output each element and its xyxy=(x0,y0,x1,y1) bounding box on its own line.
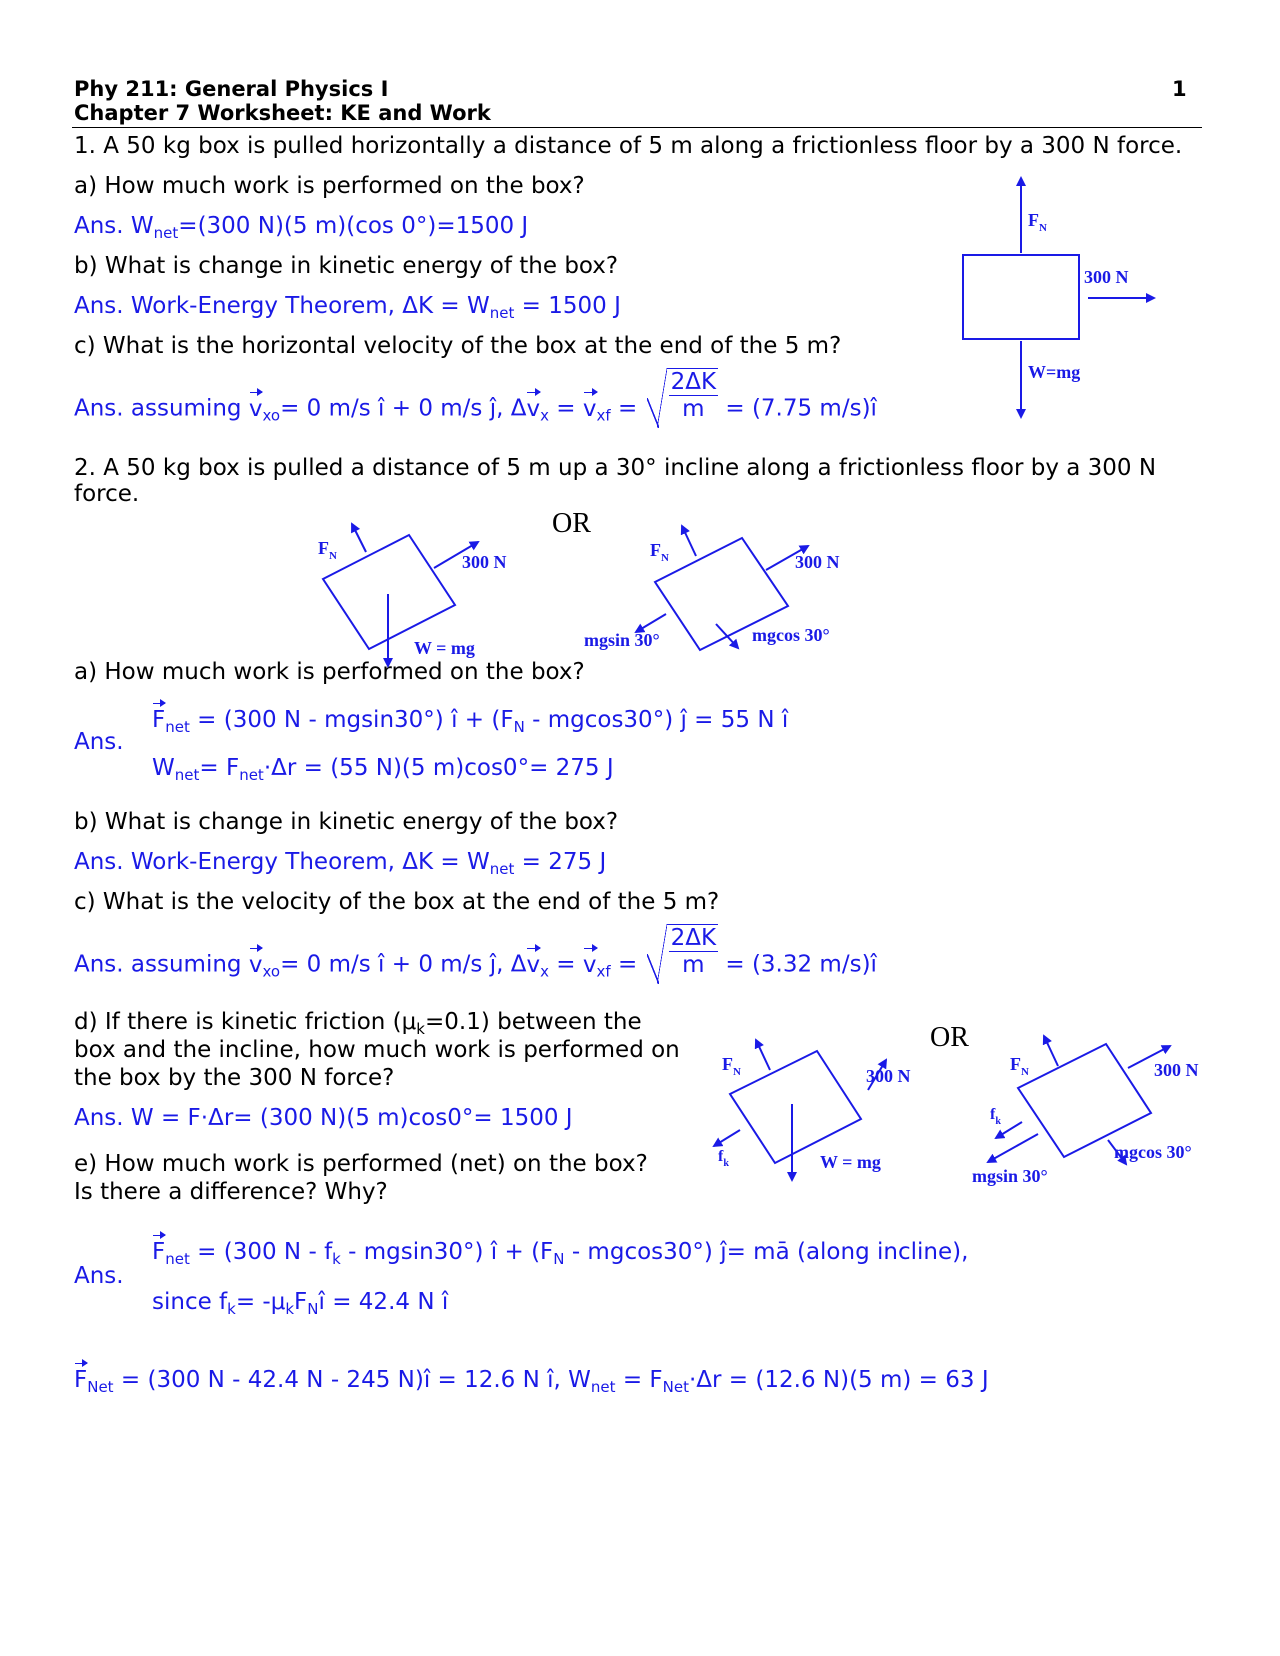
problem1-a-answer: Ans. $W_{net}=(300$ N)(5 m)(cos 0°)=1500 J xyxy=(74,213,529,242)
p2-right-force-arrow xyxy=(766,546,808,570)
problem1-c-answer: Ans. assuming $v_{xo}= 0$ m/s î + 0 m/s ĵ, $\Delta v_x = v_{xf}$ = $\frac{2\Delta K}{m}$ = (7.75 m/s)î xyxy=(74,369,877,425)
problem2-a-wnet-line: $W_{net}= F_{net}\cdot\Delta r = (55$ N)(5 m)cos0°= 275 J xyxy=(152,755,614,784)
problem2-b-question: b) What is change in kinetic energy of the box? xyxy=(74,809,619,835)
p2d-right-fk-label: $f_k$ xyxy=(990,1106,1001,1127)
problem2-d-question-l2: box and the incline, how much work is performed on xyxy=(74,1037,680,1063)
p2-right-force-label: 300 N xyxy=(795,552,840,572)
problem2-c-question: c) What is the velocity of the box at the end of the 5 m? xyxy=(74,889,720,915)
p2d-right-mgsin-label: mgsin 30° xyxy=(972,1166,1048,1186)
problem2-d-question-l1: d) If there is kinetic friction $(\mu_k=0.1)$ between the xyxy=(74,1009,642,1038)
course-title: Phy 211: General Physics I xyxy=(74,77,389,101)
problem2-c-answer: Ans. assuming $v_{xo}= 0$ m/s î + 0 m/s ĵ, $\Delta v_x = v_{xf}$ = $\frac{2\Delta K}{m}$ = (3.32 m/s)î xyxy=(74,925,877,981)
problem2-d-answer: Ans. W = F·Δr= (300 N)(5 m)cos0°= 1500 J xyxy=(74,1105,573,1131)
problem2-e-question-l2: Is there a difference? Why? xyxy=(74,1179,388,1205)
p2d-left-fk-label: $f_k$ xyxy=(718,1148,729,1169)
p2-right-mgsin-label: mgsin 30° xyxy=(584,630,660,650)
problem1-b-question: b) What is change in kinetic energy of the box? xyxy=(74,253,619,279)
p2d-right-force-arrow xyxy=(1128,1046,1170,1068)
p2-left-weight-label: W = mg xyxy=(414,638,475,658)
chapter-title: Chapter 7 Worksheet: KE and Work xyxy=(74,101,491,125)
p2-right-fn-arrow xyxy=(682,526,696,556)
p2d-left-fn-label: $F_N$ xyxy=(722,1054,741,1078)
p2-left-fn-label: $F_N$ xyxy=(318,538,337,562)
p2-right-mgsin-arrow xyxy=(636,614,666,632)
problem1-b-answer: Ans. Work-Energy Theorem, $\Delta K = W_{net} = 1500$ J xyxy=(74,293,621,322)
p2d-right-fn-arrow xyxy=(1044,1036,1058,1066)
problem1-statement: 1. A 50 kg box is pulled horizontally a distance of 5 m along a frictionless floor by a 300 N force. xyxy=(74,133,1183,159)
p2-right-box xyxy=(655,538,788,650)
p2-left-force-label: 300 N xyxy=(462,552,507,572)
problem2-e-ans-label: Ans. xyxy=(74,1263,124,1289)
p2-right-mgcos-arrow xyxy=(716,624,738,648)
page-number: 1 xyxy=(1172,77,1187,101)
problem2-statement-l2: force. xyxy=(74,481,140,507)
p2d-left-force-label: 300 N xyxy=(866,1066,911,1086)
problem2-d-question-l3: the box by the 300 N force? xyxy=(74,1065,395,1091)
problem2-e-fnet-line: $F_{net} = (300$ N - $f_k - mgsin30^\circ$) î + $(F_N - mgcos30^\circ)$ ĵ= mā (along incline), xyxy=(152,1239,969,1268)
or-label-2: OR xyxy=(930,1022,969,1053)
p2d-right-force-label: 300 N xyxy=(1154,1060,1199,1080)
problem2-e-question-l1: e) How much work is performed (net) on the box? xyxy=(74,1151,648,1177)
problem2-a-fnet-line: $F_{net} = (300$ N - mgsin30°) î + $(F_N - mgcos30^\circ)$ ĵ = 55 N î xyxy=(152,707,789,736)
p2d-left-box xyxy=(730,1051,861,1163)
problem2-a-question: a) How much work is performed on the box? xyxy=(74,659,585,685)
p2-right-fn-label: $F_N$ xyxy=(650,540,669,564)
problem2-statement-l1: 2. A 50 kg box is pulled a distance of 5 m up a 30° incline along a frictionless floor by a 300 N xyxy=(74,455,1157,481)
p2d-right-mgcos-label: mgcos 30° xyxy=(1114,1142,1192,1162)
problem1-c-question: c) What is the horizontal velocity of the box at the end of the 5 m? xyxy=(74,333,842,359)
or-label-1: OR xyxy=(552,508,591,539)
p1-box xyxy=(963,255,1079,339)
p2d-right-mgsin-arrow xyxy=(988,1134,1038,1162)
p2d-right-mgcos-arrow xyxy=(1108,1140,1126,1164)
p1-force-label: 300 N xyxy=(1084,267,1129,287)
p2d-left-fk-arrow xyxy=(714,1130,740,1146)
p2-left-force-arrow xyxy=(434,542,478,568)
p2d-left-force-arrow xyxy=(868,1060,886,1090)
p2-left-fn-arrow xyxy=(352,524,366,552)
final-answer-line: $F_{Net} = (300$ N - 42.4 N - 245 N)î = 12.6 N î, $W_{net} = F_{Net}\cdot\Delta r = (12.6$ N)(5 m) = 63 J xyxy=(74,1367,989,1396)
p2d-left-fn-arrow xyxy=(756,1040,770,1070)
p2d-right-fn-label: $F_N$ xyxy=(1010,1054,1029,1078)
problem2-a-ans-label: Ans. xyxy=(74,729,124,755)
p2d-right-box xyxy=(1018,1044,1151,1157)
problem2-e-friction-line: since $f_k=$ $-\mu_kF_Nî = 42.4$ N î xyxy=(152,1289,449,1318)
p1-fn-label: $F_N$ xyxy=(1028,210,1047,234)
p1-weight-label: W=mg xyxy=(1028,362,1081,382)
p2d-right-fk-arrow xyxy=(996,1122,1022,1138)
p2d-left-weight-label: W = mg xyxy=(820,1152,881,1172)
problem2-b-answer: Ans. Work-Energy Theorem, $\Delta K = W_{net} = 275$ J xyxy=(74,849,607,878)
problem1-a-question: a) How much work is performed on the box? xyxy=(74,173,585,199)
p2-right-mgcos-label: mgcos 30° xyxy=(752,625,830,645)
